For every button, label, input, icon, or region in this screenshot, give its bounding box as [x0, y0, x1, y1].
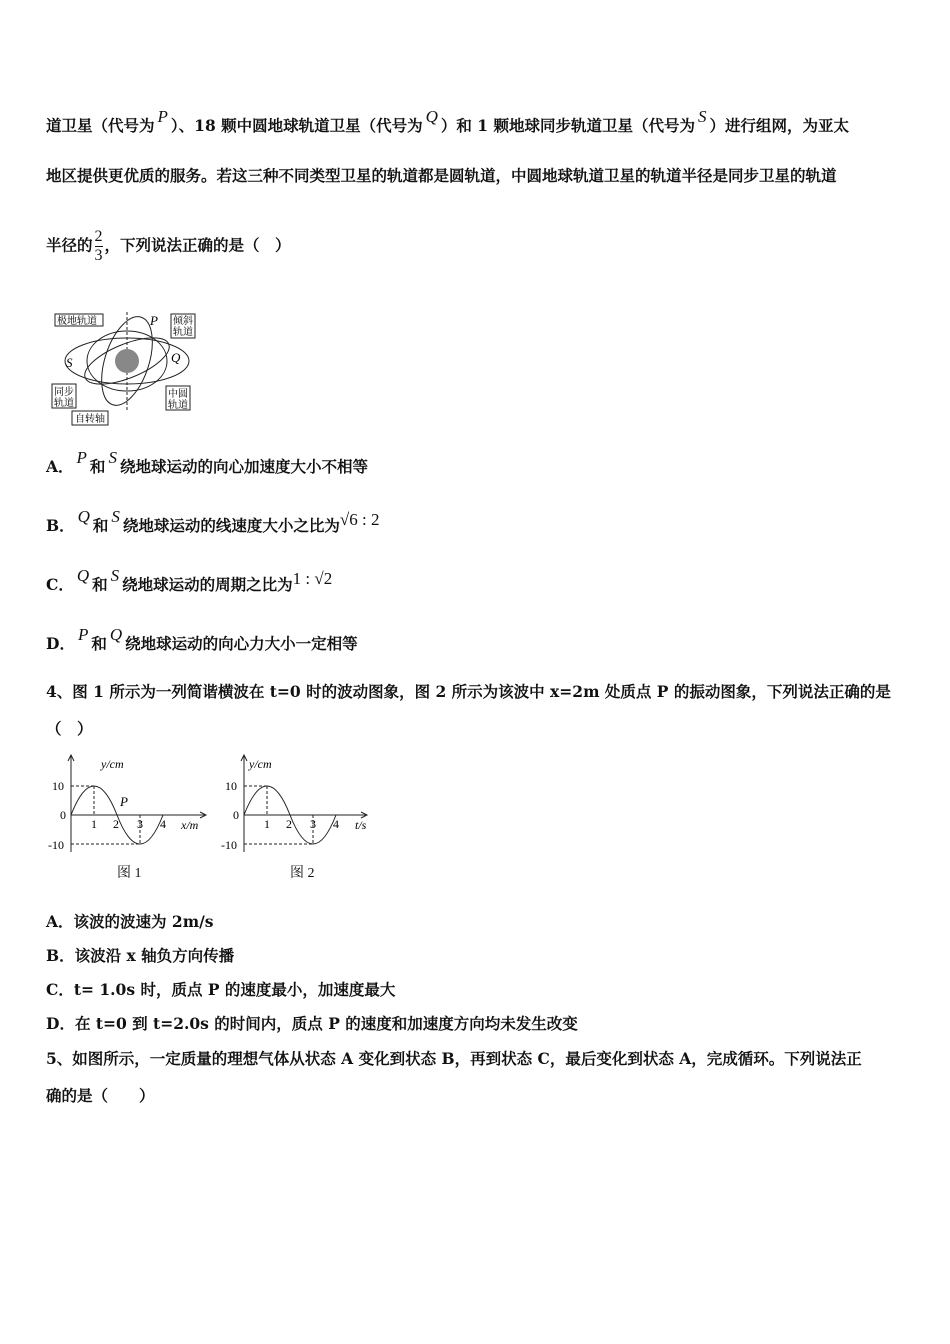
label-axis: 自转轴 [75, 414, 105, 425]
option-var-2: S [108, 448, 117, 467]
option-var-1: Q [76, 566, 90, 585]
x-tick: 2 [113, 817, 119, 831]
label-sync-2: 轨道 [54, 398, 74, 409]
x-label: x/m [181, 818, 199, 832]
label-incline: 倾斜 [173, 316, 193, 327]
y-label: y/cm [101, 757, 124, 771]
option-letter: C． [46, 575, 74, 594]
q3-text: 道卫星（代号为 [46, 116, 155, 135]
q3-line-2: 地区提供更优质的服务。若这三种不同类型卫星的轨道都是圆轨道，中圆地球轨道卫星的轨道半径是同步卫星的轨道 [46, 166, 837, 185]
x-tick: 3 [137, 817, 143, 831]
option-and: 和 [91, 634, 107, 653]
label-p: P [150, 313, 158, 328]
q4-line-2: （ ） [46, 719, 93, 738]
label-sync: 同步 [54, 387, 74, 398]
y-tick-zero: 0 [233, 808, 239, 822]
t-tick: 2 [286, 817, 292, 831]
y-tick-bottom: -10 [221, 838, 237, 852]
q3-text: ）进行组网，为亚太 [709, 116, 850, 135]
option-var-1: P [76, 448, 87, 467]
q4-option-b[interactable]: B．该波沿 x 轴负方向传播 [46, 946, 235, 965]
label-mid-2: 轨道 [168, 400, 188, 411]
q5-line-2: 确的是（ ） [46, 1086, 155, 1105]
point-p-label: P [120, 794, 128, 809]
option-letter: B． [46, 516, 75, 535]
t-tick: 4 [333, 817, 339, 831]
fraction-two-thirds [95, 228, 103, 265]
q3-text: ）、18 颗中圆地球轨道卫星（代号为 [170, 116, 423, 135]
t-label: t/s [355, 818, 367, 832]
q4-option-c[interactable]: C．t= 1.0s 时，质点 P 的速度最小，加速度最大 [46, 980, 396, 999]
y-tick-bottom: -10 [48, 838, 64, 852]
option-var-2: S [111, 507, 120, 526]
y-tick-top: 10 [225, 779, 237, 793]
t-tick: 1 [264, 817, 270, 831]
y-tick-zero: 0 [60, 808, 66, 822]
option-math: 1 : √2 [292, 569, 333, 588]
option-text: 绕地球运动的向心力大小一定相等 [125, 634, 358, 653]
q3-option-c[interactable] [46, 566, 333, 595]
var-q: Q [425, 107, 438, 126]
q3-option-d[interactable] [46, 625, 358, 654]
q3-text: ，下列说法正确的是（ ） [104, 235, 291, 255]
q3-text: 半径的 [46, 235, 93, 255]
q4-option-a[interactable]: A．该波的波速为 2m/s [46, 912, 214, 931]
option-text: 绕地球运动的周期之比为 [122, 575, 293, 594]
label-polar-orbit: 极地轨道 [57, 316, 97, 327]
option-letter: A． [46, 457, 74, 476]
frac-numerator: 2 [94, 228, 103, 245]
wave-graph-fig1 [46, 752, 216, 860]
option-var-2: Q [109, 625, 123, 644]
fig2-caption: 图 2 [290, 866, 315, 881]
q3-text: ）和 1 颗地球同步轨道卫星（代号为 [440, 116, 695, 135]
var-p: P [157, 107, 168, 126]
y-label: y/cm [249, 757, 272, 771]
q4-option-d[interactable]: D．在 t=0 到 t=2.0s 的时间内，质点 P 的速度和加速度方向均未发生改变 [46, 1014, 578, 1033]
option-and: 和 [92, 516, 109, 535]
x-tick: 1 [91, 817, 97, 831]
label-incline-2: 轨道 [173, 327, 193, 338]
option-text: 绕地球运动的向心加速度大小不相等 [119, 457, 368, 476]
q3-option-a[interactable] [46, 448, 368, 477]
option-var-2: S [110, 566, 120, 585]
option-var-1: Q [77, 507, 90, 526]
q5-line-1: 5、如图所示，一定质量的理想气体从状态 A 变化到状态 B，再到状态 C，最后变化到状态 A，完成循环。下列说法正 [46, 1049, 862, 1068]
var-s: S [698, 107, 707, 126]
orbit-figure [50, 310, 200, 430]
q3-option-b[interactable] [46, 507, 380, 536]
earth [115, 349, 139, 373]
option-and: 和 [89, 457, 106, 476]
label-mid: 中圆 [168, 389, 188, 400]
label-s: S [66, 355, 73, 370]
frac-denominator: 3 [94, 247, 103, 264]
option-letter: D． [46, 634, 75, 653]
q3-line-3 [46, 228, 291, 265]
x-tick: 4 [160, 817, 166, 831]
y-tick-top: 10 [52, 779, 64, 793]
fig1-caption: 图 1 [117, 866, 142, 881]
t-tick: 3 [310, 817, 316, 831]
option-text: 绕地球运动的线速度大小之比为 [122, 516, 340, 535]
option-and: 和 [92, 575, 108, 594]
q4-line-1: 4、图 1 所示为一列简谐横波在 t=0 时的波动图象，图 2 所示为该波中 x=2m 处质点 P 的振动图象，下列说法正确的是 [46, 682, 891, 701]
option-var-1: P [77, 625, 89, 644]
option-math: √6 : 2 [339, 510, 380, 529]
vibration-graph-fig2 [219, 752, 379, 860]
q3-line-1 [46, 107, 850, 136]
label-q: Q [171, 350, 181, 365]
